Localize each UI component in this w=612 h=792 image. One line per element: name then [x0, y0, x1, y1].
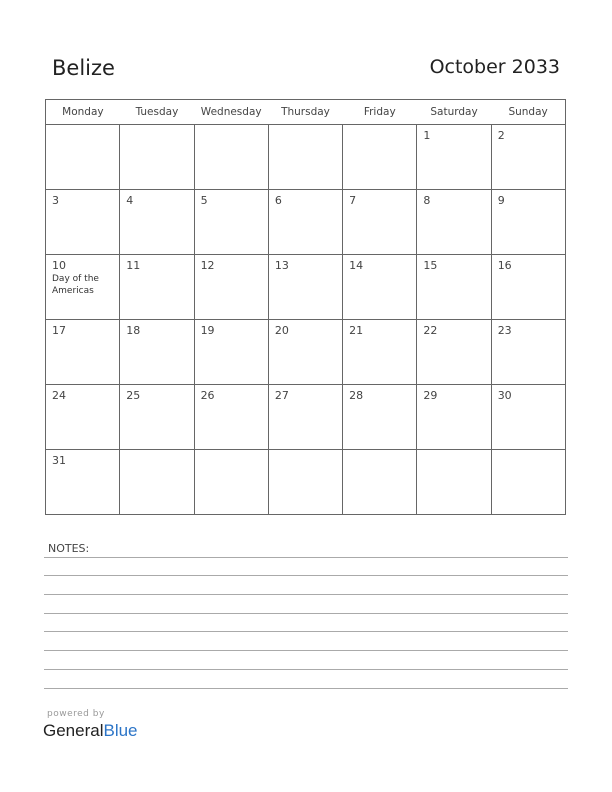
day-cell	[417, 385, 491, 450]
notes-line	[44, 575, 568, 576]
day-cell	[194, 450, 268, 515]
day-cell	[120, 190, 194, 255]
day-cell	[343, 450, 417, 515]
day-cell	[46, 385, 120, 450]
weekday-header: Sunday	[491, 100, 565, 125]
day-cell	[417, 320, 491, 385]
day-number: 5	[200, 194, 208, 207]
notes-line	[44, 688, 568, 689]
day-cell	[120, 385, 194, 450]
week-row	[46, 255, 566, 320]
day-number: 11	[126, 259, 141, 272]
day-cell	[417, 190, 491, 255]
day-cell	[268, 125, 342, 190]
country-title: Belize	[52, 56, 115, 80]
weekday-header: Saturday	[417, 100, 491, 125]
day-number: 7	[349, 194, 357, 207]
day-number: 23	[497, 324, 512, 337]
holiday-label: Day of the Americas	[52, 274, 99, 296]
powered-by-text: powered by	[47, 709, 105, 719]
day-cell	[343, 190, 417, 255]
day-number: 29	[423, 389, 438, 402]
day-cell	[120, 320, 194, 385]
day-number: 19	[200, 324, 215, 337]
day-cell	[120, 450, 194, 515]
weekday-header-row	[46, 100, 566, 125]
day-cell	[194, 125, 268, 190]
day-cell	[46, 450, 120, 515]
logo-blue-text: Blue	[103, 721, 138, 740]
day-number: 10	[52, 259, 66, 272]
day-cell	[194, 255, 268, 320]
day-cell	[491, 190, 565, 255]
weekday-header: Wednesday	[194, 100, 268, 125]
day-cell	[491, 125, 565, 190]
notes-line	[44, 557, 568, 558]
weekday-header: Friday	[343, 100, 417, 125]
day-number: 27	[274, 389, 289, 402]
day-cell	[194, 190, 268, 255]
day-cell	[46, 320, 120, 385]
day-cell	[46, 190, 120, 255]
day-cell	[343, 320, 417, 385]
day-number: 31	[52, 454, 66, 467]
day-cell	[194, 385, 268, 450]
day-cell	[268, 255, 342, 320]
day-cell	[343, 255, 417, 320]
day-number: 14	[349, 259, 364, 272]
day-number: 9	[497, 194, 505, 207]
day-number: 8	[423, 194, 431, 207]
logo-general-text: General	[43, 721, 104, 740]
day-cell	[268, 385, 342, 450]
day-cell	[194, 320, 268, 385]
day-cell	[268, 190, 342, 255]
day-number: 6	[274, 194, 282, 207]
day-number: 20	[274, 324, 289, 337]
day-number: 26	[200, 389, 215, 402]
day-number: 12	[200, 259, 215, 272]
notes-line	[44, 613, 568, 614]
day-cell	[491, 255, 565, 320]
day-cell	[268, 320, 342, 385]
day-cell	[417, 125, 491, 190]
notes-line	[44, 594, 568, 595]
day-number: 21	[349, 324, 364, 337]
day-number: 28	[349, 389, 364, 402]
day-cell	[268, 450, 342, 515]
day-number: 25	[126, 389, 141, 402]
day-cell	[343, 385, 417, 450]
week-row	[46, 385, 566, 450]
day-cell	[120, 125, 194, 190]
week-row	[46, 125, 566, 190]
week-row	[46, 320, 566, 385]
week-row	[46, 450, 566, 515]
day-cell	[120, 255, 194, 320]
notes-label: NOTES:	[48, 542, 90, 555]
day-number: 13	[274, 259, 289, 272]
day-number: 16	[497, 259, 512, 272]
day-number: 18	[126, 324, 141, 337]
day-cell	[491, 385, 565, 450]
weekday-header: Tuesday	[120, 100, 194, 125]
day-number: 30	[497, 389, 512, 402]
day-number: 4	[126, 194, 134, 207]
notes-line	[44, 631, 568, 632]
day-number: 15	[423, 259, 438, 272]
day-number: 24	[52, 389, 66, 402]
notes-line	[44, 669, 568, 670]
day-cell	[491, 450, 565, 515]
day-cell	[343, 125, 417, 190]
day-cell	[417, 450, 491, 515]
day-number: 2	[497, 129, 505, 142]
weekday-header: Thursday	[268, 100, 342, 125]
day-number: 3	[52, 194, 59, 207]
day-cell	[417, 255, 491, 320]
week-row	[46, 190, 566, 255]
day-number: 1	[423, 129, 431, 142]
month-year-title: October 2033	[429, 56, 560, 78]
weekday-header: Monday	[46, 100, 120, 125]
day-cell	[46, 125, 120, 190]
day-number: 17	[52, 324, 66, 337]
day-cell	[491, 320, 565, 385]
day-cell	[46, 255, 120, 320]
calendar-grid	[45, 99, 566, 515]
generalblue-logo	[43, 721, 138, 741]
notes-line	[44, 650, 568, 651]
day-number: 22	[423, 324, 438, 337]
